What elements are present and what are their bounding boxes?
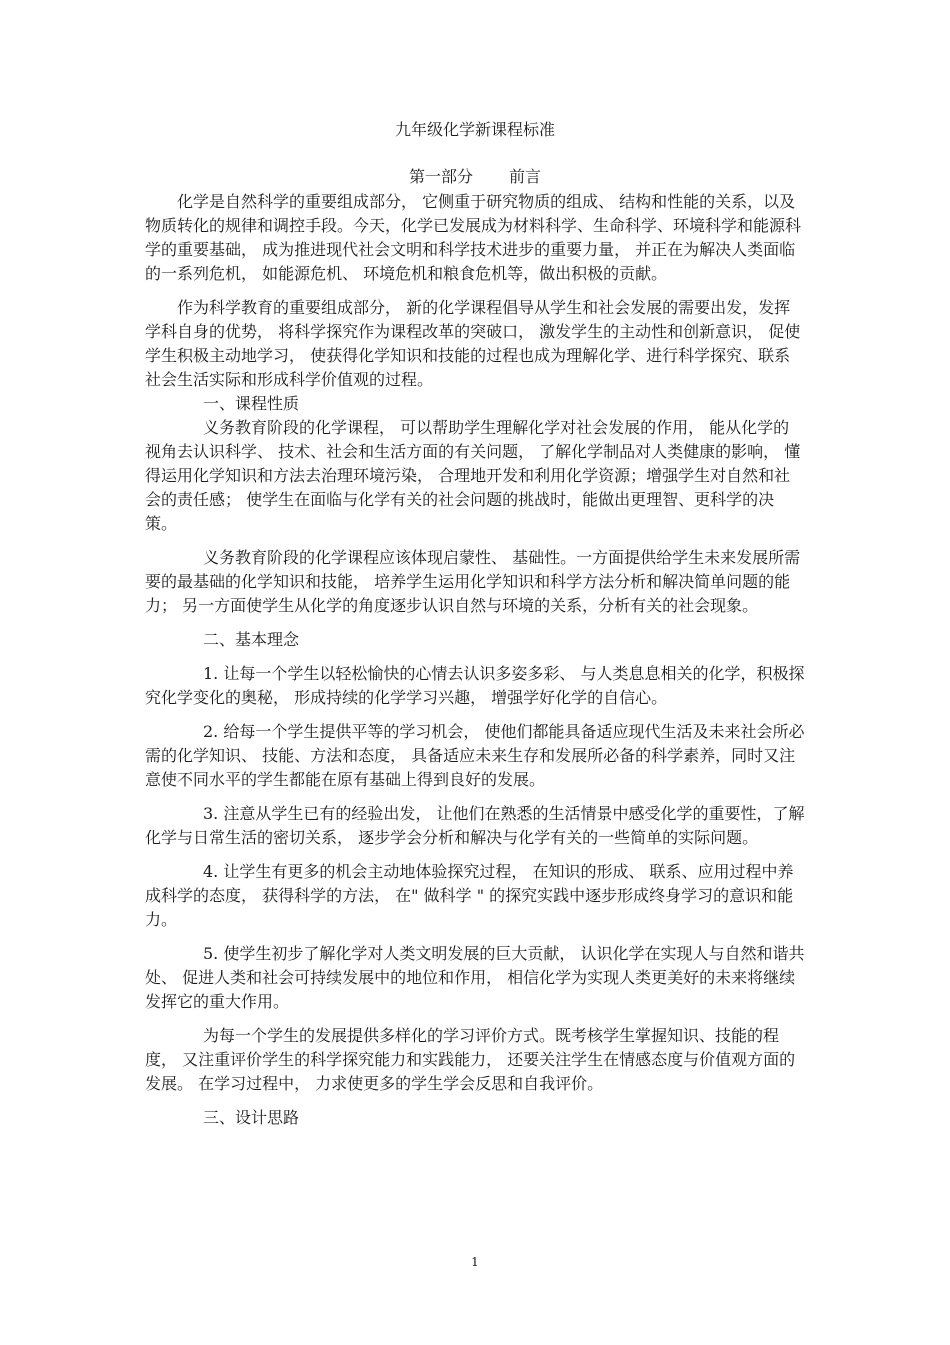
paragraph-nature-1: 义务教育阶段的化学课程， 可以帮助学生理解化学对社会发展的作用， 能从化学的视角去认识科学、 技术、社会和生活方面的有关问题， 了解化学制品对人类健康的影响， 懂得运用化学知识和方法去治理环境污染， 合理地开发和利用化学资源；增强学生对自然和社会的责任感； 使学生在面临与化学有关的社会问题的挑战时，能做出更理智、更科学的决策。 [145,418,801,533]
principle-item-2: 2. 给每一个学生提供平等的学习机会， 使他们都能具备适应现代生活及未来社会所必需的化学知识、 技能、方法和态度， 具备适应未来生存和发展所必备的科学素养，同时又注意使不同水平的学生都能在原有基础上得到良好的发展。 [145,722,805,789]
principle-item-3: 3. 注意从学生已有的经验出发， 让他们在熟悉的生活情景中感受化学的重要性，了解化学与日常生活的密切关系， 逐步学会分析和解决与化学有关的一些简单的实际问题。 [145,804,805,847]
document-body [145,190,805,1130]
paragraph-course-goals: 作为科学教育的重要组成部分， 新的化学课程倡导从学生和社会发展的需要出发，发挥学科自身的优势， 将科学探究作为课程改革的突破口， 激发学生的主动性和创新意识， 促使学生积极主动地学习， 使获得化学知识和技能的过程也成为理解化学、进行科学探究、联系社会生活实际和形成科学价值观的过程。 [145,298,801,389]
section-heading-2: 二、基本理念 [203,630,300,649]
part-number: 第一部分 [408,167,473,186]
section-heading-3: 三、设计思路 [203,1108,300,1127]
principle-item-5: 5. 使学生初步了解化学对人类文明发展的巨大贡献， 认识化学在实现人与自然和谐共处、 促进人类和社会可持续发展中的地位和作用， 相信化学为实现人类更美好的未来将继续发挥它的重大作用。 [145,944,805,1011]
paragraph-intro: 化学是自然科学的重要组成部分， 它侧重于研究物质的组成、 结构和性能的关系，以及物质转化的规律和调控手段。今天，化学已发展成为材料科学、生命科学、环境科学和能源科学的重要基础， 成为推进现代社会文明和科学技术进步的重要力量， 并正在为解决人类面临的一系列危机， 如能源危机、 环境危机和粮食危机等，做出积极的贡献。 [145,192,802,283]
paragraph-evaluation: 为每一个学生的发展提供多样化的学习评价方式。既考核学生掌握知识、技能的程度， 又注重评价学生的科学探究能力和实践能力， 还要关注学生在情感态度与价值观方面的发展。 在学习过程中， 力求使更多的学生学会反思和自我评价。 [145,1026,796,1093]
principle-item-4: 4. 让学生有更多的机会主动地体验探究过程， 在知识的形成、 联系、应用过程中养成科学的态度， 获得科学的方法， 在" 做科学 " 的探究实践中逐步形成终身学习的意识和能力。 [145,862,794,929]
document-title: 九年级化学新课程标准 [394,120,555,139]
part-heading [0,167,950,187]
paragraph-nature-2: 义务教育阶段的化学课程应该体现启蒙性、 基础性。一方面提供给学生未来发展所需要的最基础的化学知识和技能， 培养学生运用化学知识和科学方法分析和解决简单问题的能力； 另一方面使学生从化学的角度逐步认识自然与环境的关系，分析有关的社会现象。 [145,548,801,615]
section-heading-1: 一、课程性质 [203,394,300,413]
page-number: 1 [471,1255,479,1269]
part-title: 前言 [509,167,542,186]
principle-item-1: 1. 让每一个学生以轻松愉快的心情去认识多姿多彩、 与人类息息相关的化学，积极探究化学变化的奥秘， 形成持续的化学学习兴趣， 增强学好化学的自信心。 [145,664,805,707]
